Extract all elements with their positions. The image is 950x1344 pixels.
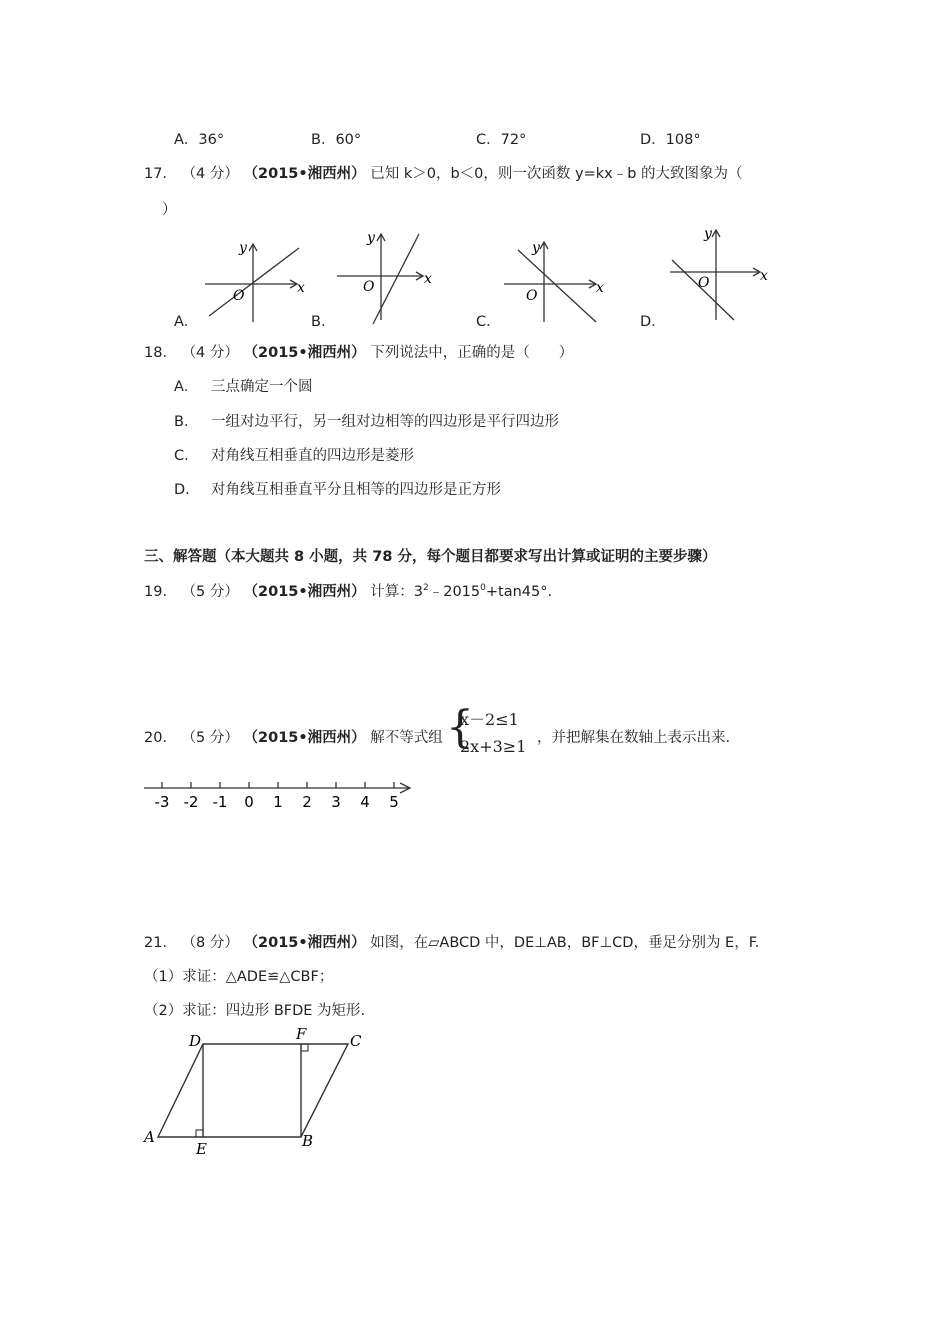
- graph-a-x-label: x: [297, 280, 305, 296]
- graph-d-origin-label: O: [698, 275, 710, 291]
- q21-stem: 如图，在▱ABCD 中，DE⊥AB，BF⊥CD，垂足分别为 E，F.: [370, 935, 760, 951]
- q19-number: 19．: [144, 584, 177, 600]
- section-3-heading: 三、解答题（本大题共 8 小题，共 78 分，每个题目都要求写出计算或证明的主要步骤）: [144, 549, 717, 565]
- q18-option-d: [174, 478, 501, 499]
- right-angle-mark-f: [301, 1044, 308, 1051]
- graph-b-origin-label: O: [363, 279, 375, 295]
- q19-question: [144, 580, 552, 601]
- graph-c-origin-label: O: [526, 288, 538, 304]
- number-line-tick-label: 3: [331, 793, 341, 811]
- number-line-tick-label: 2: [302, 793, 312, 811]
- graph-d-y-label: y: [704, 226, 712, 242]
- label-c: C: [350, 1032, 362, 1050]
- q17-graph-b: [333, 228, 443, 328]
- q18-option-b: [174, 410, 559, 431]
- right-angle-mark-e: [196, 1130, 203, 1137]
- q18-option-c: [174, 444, 414, 465]
- q18-option-a-text: 三点确定一个圆: [211, 379, 313, 395]
- q20-number-line: [142, 776, 422, 816]
- q18-option-d-text: 对角线互相垂直平分且相等的四边形是正方形: [211, 482, 501, 498]
- q18-option-c-letter: C．: [174, 448, 199, 464]
- q18-number: 18．: [144, 345, 177, 361]
- q17-option-d: D．: [640, 314, 666, 330]
- q18-option-a-letter: A．: [174, 379, 199, 395]
- q17-source: （2015•湘西州）: [243, 166, 366, 182]
- q19-prefix: 计算：3: [370, 584, 423, 600]
- q16-option-d: D．108°: [640, 132, 701, 148]
- number-line-tick-label: 1: [273, 793, 283, 811]
- q21-part-2: （2）求证：四边形 BFDE 为矩形.: [144, 1003, 366, 1019]
- q19-suffix: +tan45°.: [485, 584, 553, 600]
- q17-graph-c: [500, 232, 610, 327]
- q17-option-c: C．: [476, 314, 501, 330]
- label-a: A: [144, 1128, 155, 1146]
- q16-option-a: A．36°: [174, 132, 225, 148]
- q17-option-b: B．: [311, 314, 336, 330]
- number-line-tick-label: -3: [154, 793, 170, 811]
- q17-stem: 已知 k＞0，b＜0，则一次函数 y=kx﹣b 的大致图象为（: [370, 166, 743, 182]
- q19-exponent-1: 2: [422, 583, 429, 594]
- q20-inequality-1: x－2≤1: [460, 710, 519, 729]
- q20-score: （5 分）: [181, 730, 239, 746]
- graph-d-x-label: x: [760, 268, 768, 284]
- q18-option-b-text: 一组对边平行，另一组对边相等的四边形是平行四边形: [211, 414, 559, 430]
- q17-score: （4 分）: [181, 166, 239, 182]
- q17-number: 17．: [144, 166, 177, 182]
- graph-c-x-label: x: [596, 280, 604, 296]
- q21-part-1: （1）求证：△ADE≌△CBF；: [144, 969, 334, 985]
- q19-mid: ﹣2015: [428, 584, 481, 600]
- q18-question: [144, 341, 573, 362]
- graph-c-y-label: y: [532, 240, 540, 256]
- q21-source: （2015•湘西州）: [243, 935, 366, 951]
- q18-option-c-text: 对角线互相垂直的四边形是菱形: [211, 448, 414, 464]
- q17-question: [144, 162, 743, 183]
- number-line-tick-label: 0: [244, 793, 254, 811]
- q20-question-lead: [144, 726, 443, 747]
- q19-source: （2015•湘西州）: [243, 584, 366, 600]
- q18-option-a: [174, 375, 313, 396]
- number-line-tick-label: 5: [389, 793, 399, 811]
- q17-graph-a: [195, 232, 315, 327]
- label-d: D: [189, 1032, 202, 1050]
- q17-close-paren: ）: [162, 202, 177, 218]
- q19-exponent-2: 0: [480, 583, 486, 594]
- q17-option-a: A．: [174, 314, 199, 330]
- label-b: B: [302, 1132, 314, 1150]
- q21-parallelogram-figure: [140, 1024, 370, 1159]
- q18-option-d-letter: D．: [174, 482, 200, 498]
- q21-number: 21．: [144, 935, 177, 951]
- number-line-tick-label: -2: [183, 793, 199, 811]
- q18-stem: 下列说法中，正确的是（ ）: [370, 345, 574, 361]
- q21-question: [144, 931, 759, 952]
- graph-a-origin-label: O: [233, 288, 245, 304]
- q20-stem: 解不等式组: [370, 730, 443, 746]
- number-line-tick-label: 4: [360, 793, 370, 811]
- q21-score: （8 分）: [181, 935, 239, 951]
- q17-graph-d: [664, 224, 774, 324]
- q20-number: 20．: [144, 730, 177, 746]
- q20-source: （2015•湘西州）: [243, 730, 366, 746]
- q18-score: （4 分）: [181, 345, 239, 361]
- parallelogram-abcd: [158, 1044, 348, 1137]
- graph-b-y-label: y: [367, 230, 375, 246]
- q18-source: （2015•湘西州）: [243, 345, 366, 361]
- q18-option-b-letter: B．: [174, 414, 199, 430]
- graph-a-y-label: y: [239, 240, 247, 256]
- label-f: F: [296, 1025, 307, 1043]
- q16-option-c: C．72°: [476, 132, 527, 148]
- q20-system-brace: {: [446, 702, 474, 753]
- number-line-tick-label: -1: [212, 793, 228, 811]
- graph-b-x-label: x: [424, 271, 432, 287]
- q20-inequality-2: 2x+3≥1: [460, 737, 527, 756]
- q19-score: （5 分）: [181, 584, 239, 600]
- q20-tail: ，并把解集在数轴上表示出来.: [537, 730, 731, 746]
- q16-option-b: B．60°: [311, 132, 362, 148]
- label-e: E: [196, 1140, 207, 1158]
